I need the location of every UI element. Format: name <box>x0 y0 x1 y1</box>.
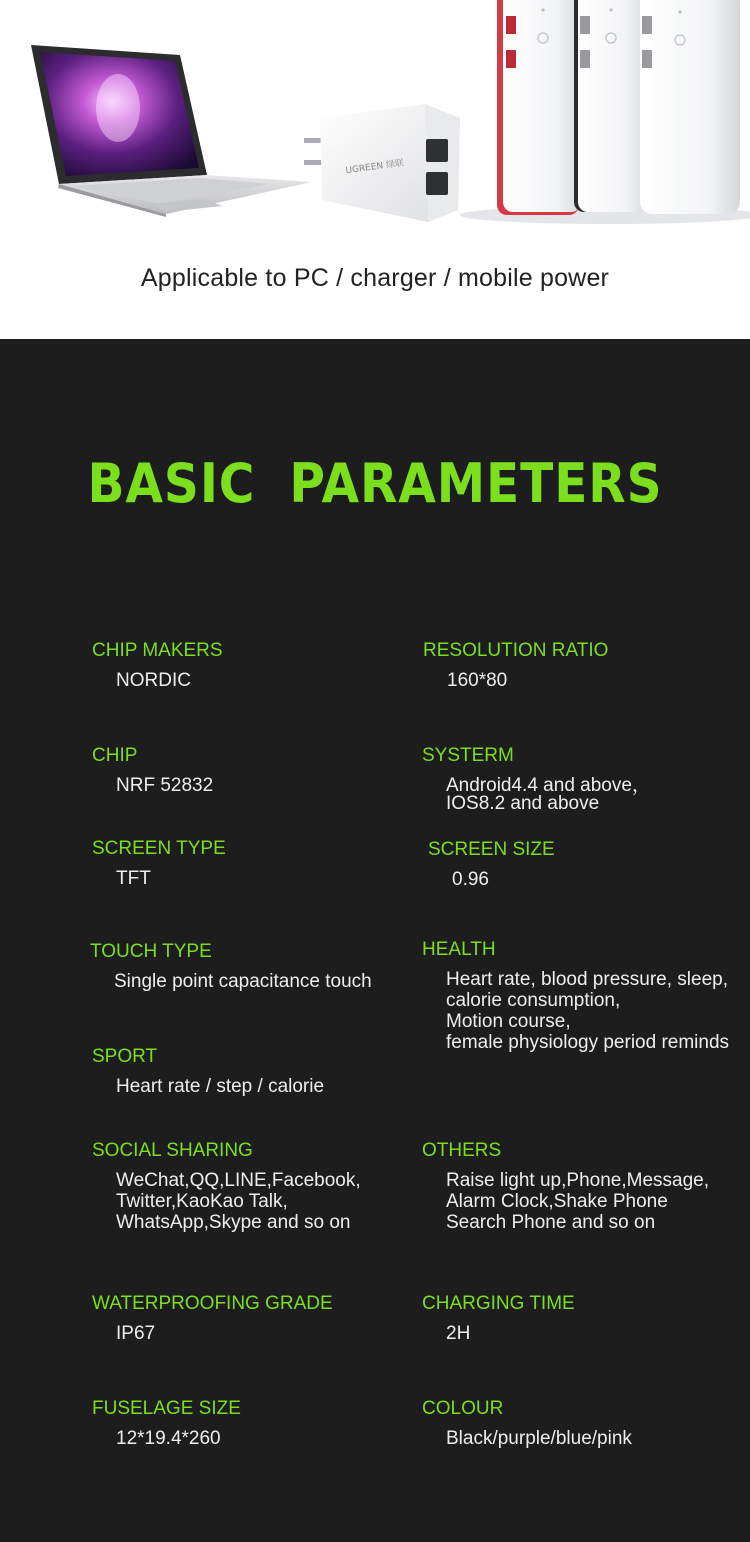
param-screen-size <box>428 839 555 890</box>
param-value: TFT <box>116 868 151 889</box>
param-label: HEALTH <box>422 939 496 960</box>
param-system <box>422 745 651 813</box>
param-value: NORDIC <box>116 670 191 691</box>
param-health <box>422 939 729 1053</box>
param-value: Black/purple/blue/pink <box>446 1428 632 1449</box>
basic-parameters-section <box>0 339 750 1542</box>
param-label: CHIP <box>92 745 138 766</box>
param-value: Heart rate, blood pressure, sleep, calorie consumption, Motion course, female physiology period reminds <box>446 969 730 1053</box>
laptop-image <box>31 45 312 217</box>
param-label: CHIP MAKERS <box>92 640 223 661</box>
param-value: Single point capacitance touch <box>114 971 372 992</box>
param-value: Heart rate / step / calorie <box>116 1076 325 1097</box>
param-value: Android4.4 and above， IOS8.2 and above <box>446 775 651 814</box>
param-label: SPORT <box>92 1046 158 1067</box>
param-value: WeChat,QQ,LINE,Facebook, Twitter,KaoKao Talk, WhatsApp,Skype and so on <box>116 1170 361 1233</box>
param-value: 0.96 <box>452 869 489 890</box>
banner-caption: Applicable to PC / charger / mobile power <box>140 264 610 292</box>
param-label: OTHERS <box>422 1140 502 1161</box>
param-chip <box>92 745 213 796</box>
param-label: FUSELAGE SIZE <box>92 1398 241 1419</box>
param-colour <box>422 1398 632 1449</box>
param-label: SCREEN SIZE <box>428 839 555 860</box>
product-banner <box>0 0 750 339</box>
param-label: RESOLUTION RATIO <box>423 640 609 661</box>
param-value: IP67 <box>116 1323 156 1344</box>
section-title: BASIC PARAMETERS <box>87 452 663 515</box>
param-value: 12*19.4*260 <box>116 1428 221 1449</box>
charger-image <box>304 104 460 222</box>
param-label: SOCIAL SHARING <box>92 1140 253 1161</box>
param-value: 2H <box>446 1323 471 1344</box>
charger-brand-text: UGREEN 绿联 <box>344 158 405 177</box>
param-charging-time <box>422 1293 575 1344</box>
param-others <box>422 1140 709 1233</box>
param-chip-makers <box>92 640 223 691</box>
param-social-sharing <box>92 1140 361 1233</box>
param-label: SCREEN TYPE <box>92 838 226 859</box>
param-resolution-ratio <box>423 640 608 691</box>
param-waterproofing-grade <box>92 1293 333 1344</box>
param-label: WATERPROOFING GRADE <box>92 1293 333 1314</box>
param-touch-type <box>90 941 372 992</box>
param-value: NRF 52832 <box>116 775 214 796</box>
param-sport <box>92 1046 324 1097</box>
param-label: CHARGING TIME <box>422 1293 575 1314</box>
param-value: 160*80 <box>447 670 508 691</box>
param-fuselage-size <box>92 1398 241 1449</box>
param-label: SYSTERM <box>422 745 514 766</box>
param-value: Raise light up,Phone,Message, Alarm Clock,Shake Phone Search Phone and so on <box>446 1170 709 1233</box>
param-screen-type <box>92 838 226 889</box>
param-label: TOUCH TYPE <box>90 941 212 962</box>
param-label: COLOUR <box>422 1398 504 1419</box>
power-bank-image <box>460 0 750 224</box>
